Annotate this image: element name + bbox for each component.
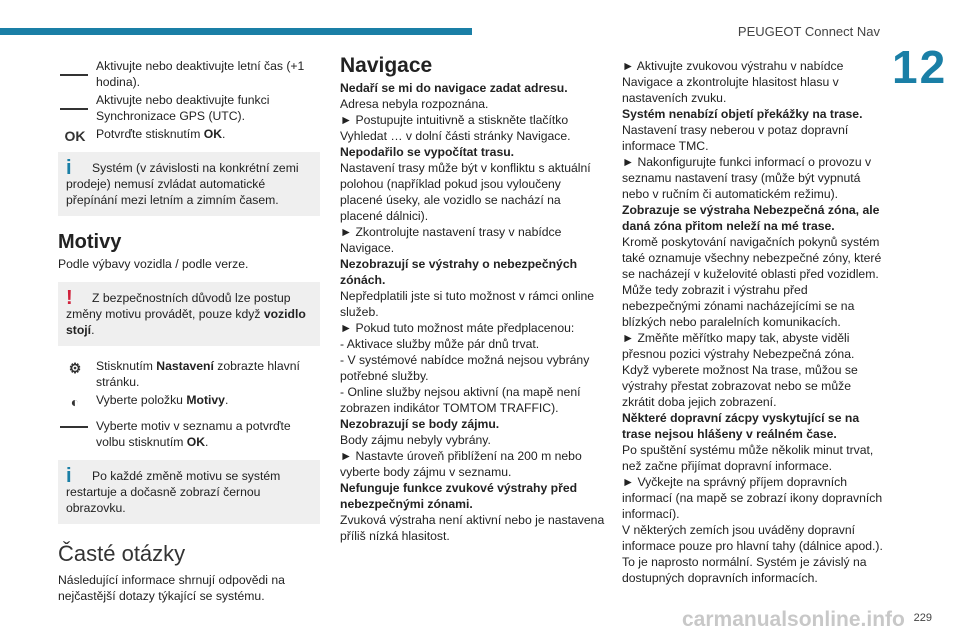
step-choose-theme: Vyberte motiv v seznamu a potvrďte volbu stisknutím OK. xyxy=(58,418,320,450)
section-title-navigace: Navigace xyxy=(340,54,433,77)
faq-answer: Adresa nebyla rozpoznána. xyxy=(340,97,489,111)
warning-box-theme: ! Z bezpečnostních důvodů lze postup změny motivu provádět, pouze když vozidlo stojí. xyxy=(58,282,320,346)
motivy-intro: Podle výbavy vozidla / podle verze. xyxy=(58,257,249,271)
ok-icon: OK xyxy=(64,128,86,144)
info-icon: i xyxy=(66,157,72,179)
faq-question: Nezobrazují se výstrahy o nebezpečných zónách. xyxy=(340,257,578,287)
faq-solution: ► Nakonfigurujte funkci informací o provozu v seznamu nastavení trasy (může být vypnutá nebo v ručním či automatickém režimu). xyxy=(622,155,872,201)
faq-solution: ► Postupujte intuitivně a stiskněte tlačítko Vyhledat … v dolní části stránky Navigace. xyxy=(340,113,571,143)
column-right xyxy=(622,58,884,586)
step-settings: ⚙ Stisknutím Nastavení zobrazte hlavní stránku. xyxy=(58,358,320,390)
faq-solution: ► Vyčkejte na správný příjem dopravních informací (na mapě se zobrazí ikony dopravních informací). V některých zemích jsou uváděny dopravní informace pouze pro hlavní tahy (dálnice apod.). To je naprosto normální. Systém je závislý na dostupných dopravních informacích. xyxy=(622,475,883,585)
faq-answer: Po spuštění systému může několik minut trvat, než začne přijímat dopravní informace. xyxy=(622,443,874,473)
faq-answer: Body zájmu nebyly vybrány. xyxy=(340,433,491,447)
faq-answer: Zvuková výstraha není aktivní nebo je nastavena příliš nízká hlasitost. xyxy=(340,513,605,543)
step-select-motivy: ◐ Vyberte položku Motivy. xyxy=(58,392,320,408)
faq-question: Nezobrazují se body zájmu. xyxy=(340,417,500,431)
faq-answer: Nastavení trasy neberou v potaz dopravní informace TMC. xyxy=(622,123,849,153)
faq-answer: Kromě poskytování navigačních pokynů systém také oznamuje všechny nebezpečné zóny, které se nacházejí v kuželovité oblasti před vozidlem. Může tedy zobrazit i výstrahu před nebezpečnými zónami nacházejícími se na blízkých nebo paralelních komunikacích. xyxy=(622,235,882,329)
palette-icon: ◐ xyxy=(70,394,80,410)
gear-icon: ⚙ xyxy=(68,360,82,376)
gps-sync-line-icon xyxy=(60,94,90,110)
page-number: 229 xyxy=(913,612,932,624)
column-middle xyxy=(340,54,605,544)
faq-intro: Následující informace shrnují odpovědi na nejčastější dotazy týkající se systému. xyxy=(58,573,285,603)
list-line-icon xyxy=(60,420,90,428)
summer-time-line-icon xyxy=(60,60,90,76)
warning-icon: ! xyxy=(66,287,73,309)
navigace-faq-list xyxy=(340,80,605,544)
faq-question: Nedaří se mi do navigace zadat adresu. xyxy=(340,81,568,95)
section-title-faq: Časté otázky xyxy=(58,541,186,566)
faq-solution: ► Zkontrolujte nastavení trasy v nabídce Navigace. xyxy=(340,225,562,255)
step-confirm-ok: OK Potvrďte stisknutím OK. xyxy=(58,126,320,142)
section-title-motivy: Motivy xyxy=(58,231,122,253)
running-header-title: PEUGEOT Connect Nav xyxy=(737,24,880,39)
step-gps-sync: Aktivujte nebo deaktivujte funkci Synchronizace GPS (UTC). xyxy=(58,92,320,124)
header-accent-bar xyxy=(0,28,472,35)
info-box-restart: i Po každé změně motivu se systém restartuje a dočasně zobrazí černou obrazovku. xyxy=(58,460,320,524)
info-icon: i xyxy=(66,465,72,487)
faq-question: Nepodařilo se vypočítat trasu. xyxy=(340,145,515,159)
column-left xyxy=(58,58,320,604)
chapter-number: 12 xyxy=(892,41,948,93)
faq-question: Některé dopravní zácpy vyskytující se na trase nejsou hlášeny v reálném čase. xyxy=(622,411,860,441)
info-box-dst: i Systém (v závislosti na konkrétní zemi prodeje) nemusí zvládat automatické přepínání mezi letním a zimním časem. xyxy=(58,152,320,216)
faq-solution: ► Nastavte úroveň přiblížení na 200 m nebo vyberte body zájmu v seznamu. xyxy=(340,449,582,479)
faq-solution: ► Pokud tuto možnost máte předplacenou: - Aktivace služby může pár dnů trvat. - V systémové nabídce možná nejsou vybrány potřebné služby. - Online služby nejsou aktivní (na mapě není zobrazen indikátor TOMTOM TRAFFIC). xyxy=(340,321,590,415)
faq-solution: ► Změňte měřítko mapy tak, abyste viděli přesnou pozici výstrahy Nebezpečná zóna. Když vyberete možnost Na trase, můžou se výstrahy přestat zobrazovat nebo se může zkrátit doba jejich zobrazení. xyxy=(622,331,858,409)
step-summer-time: Aktivujte nebo deaktivujte letní čas (+1 hodina). xyxy=(58,58,320,90)
navigace-faq-list-continued xyxy=(622,58,884,586)
faq-solution: ► Aktivujte zvukovou výstrahu v nabídce Navigace a zkontrolujte hlasitost hlasu v nastaveních zvuku. xyxy=(622,59,844,105)
faq-question: Systém nenabízí objetí překážky na trase. xyxy=(622,107,863,121)
faq-question: Nefunguje funkce zvukové výstrahy před nebezpečnými zónami. xyxy=(340,481,578,511)
faq-question: Zobrazuje se výstraha Nebezpečná zóna, ale daná zóna přitom neleží na mé trase. xyxy=(622,203,880,233)
faq-answer: Nepředplatili jste si tuto možnost v rámci online služeb. xyxy=(340,289,595,319)
watermark: carmanualsonline.info xyxy=(682,608,905,631)
faq-answer: Nastavení trasy může být v konfliktu s aktuální polohou (například pokud jsou vyloučeny placené úseky, ale vozidlo se nachází na placené dálnici). xyxy=(340,161,591,223)
